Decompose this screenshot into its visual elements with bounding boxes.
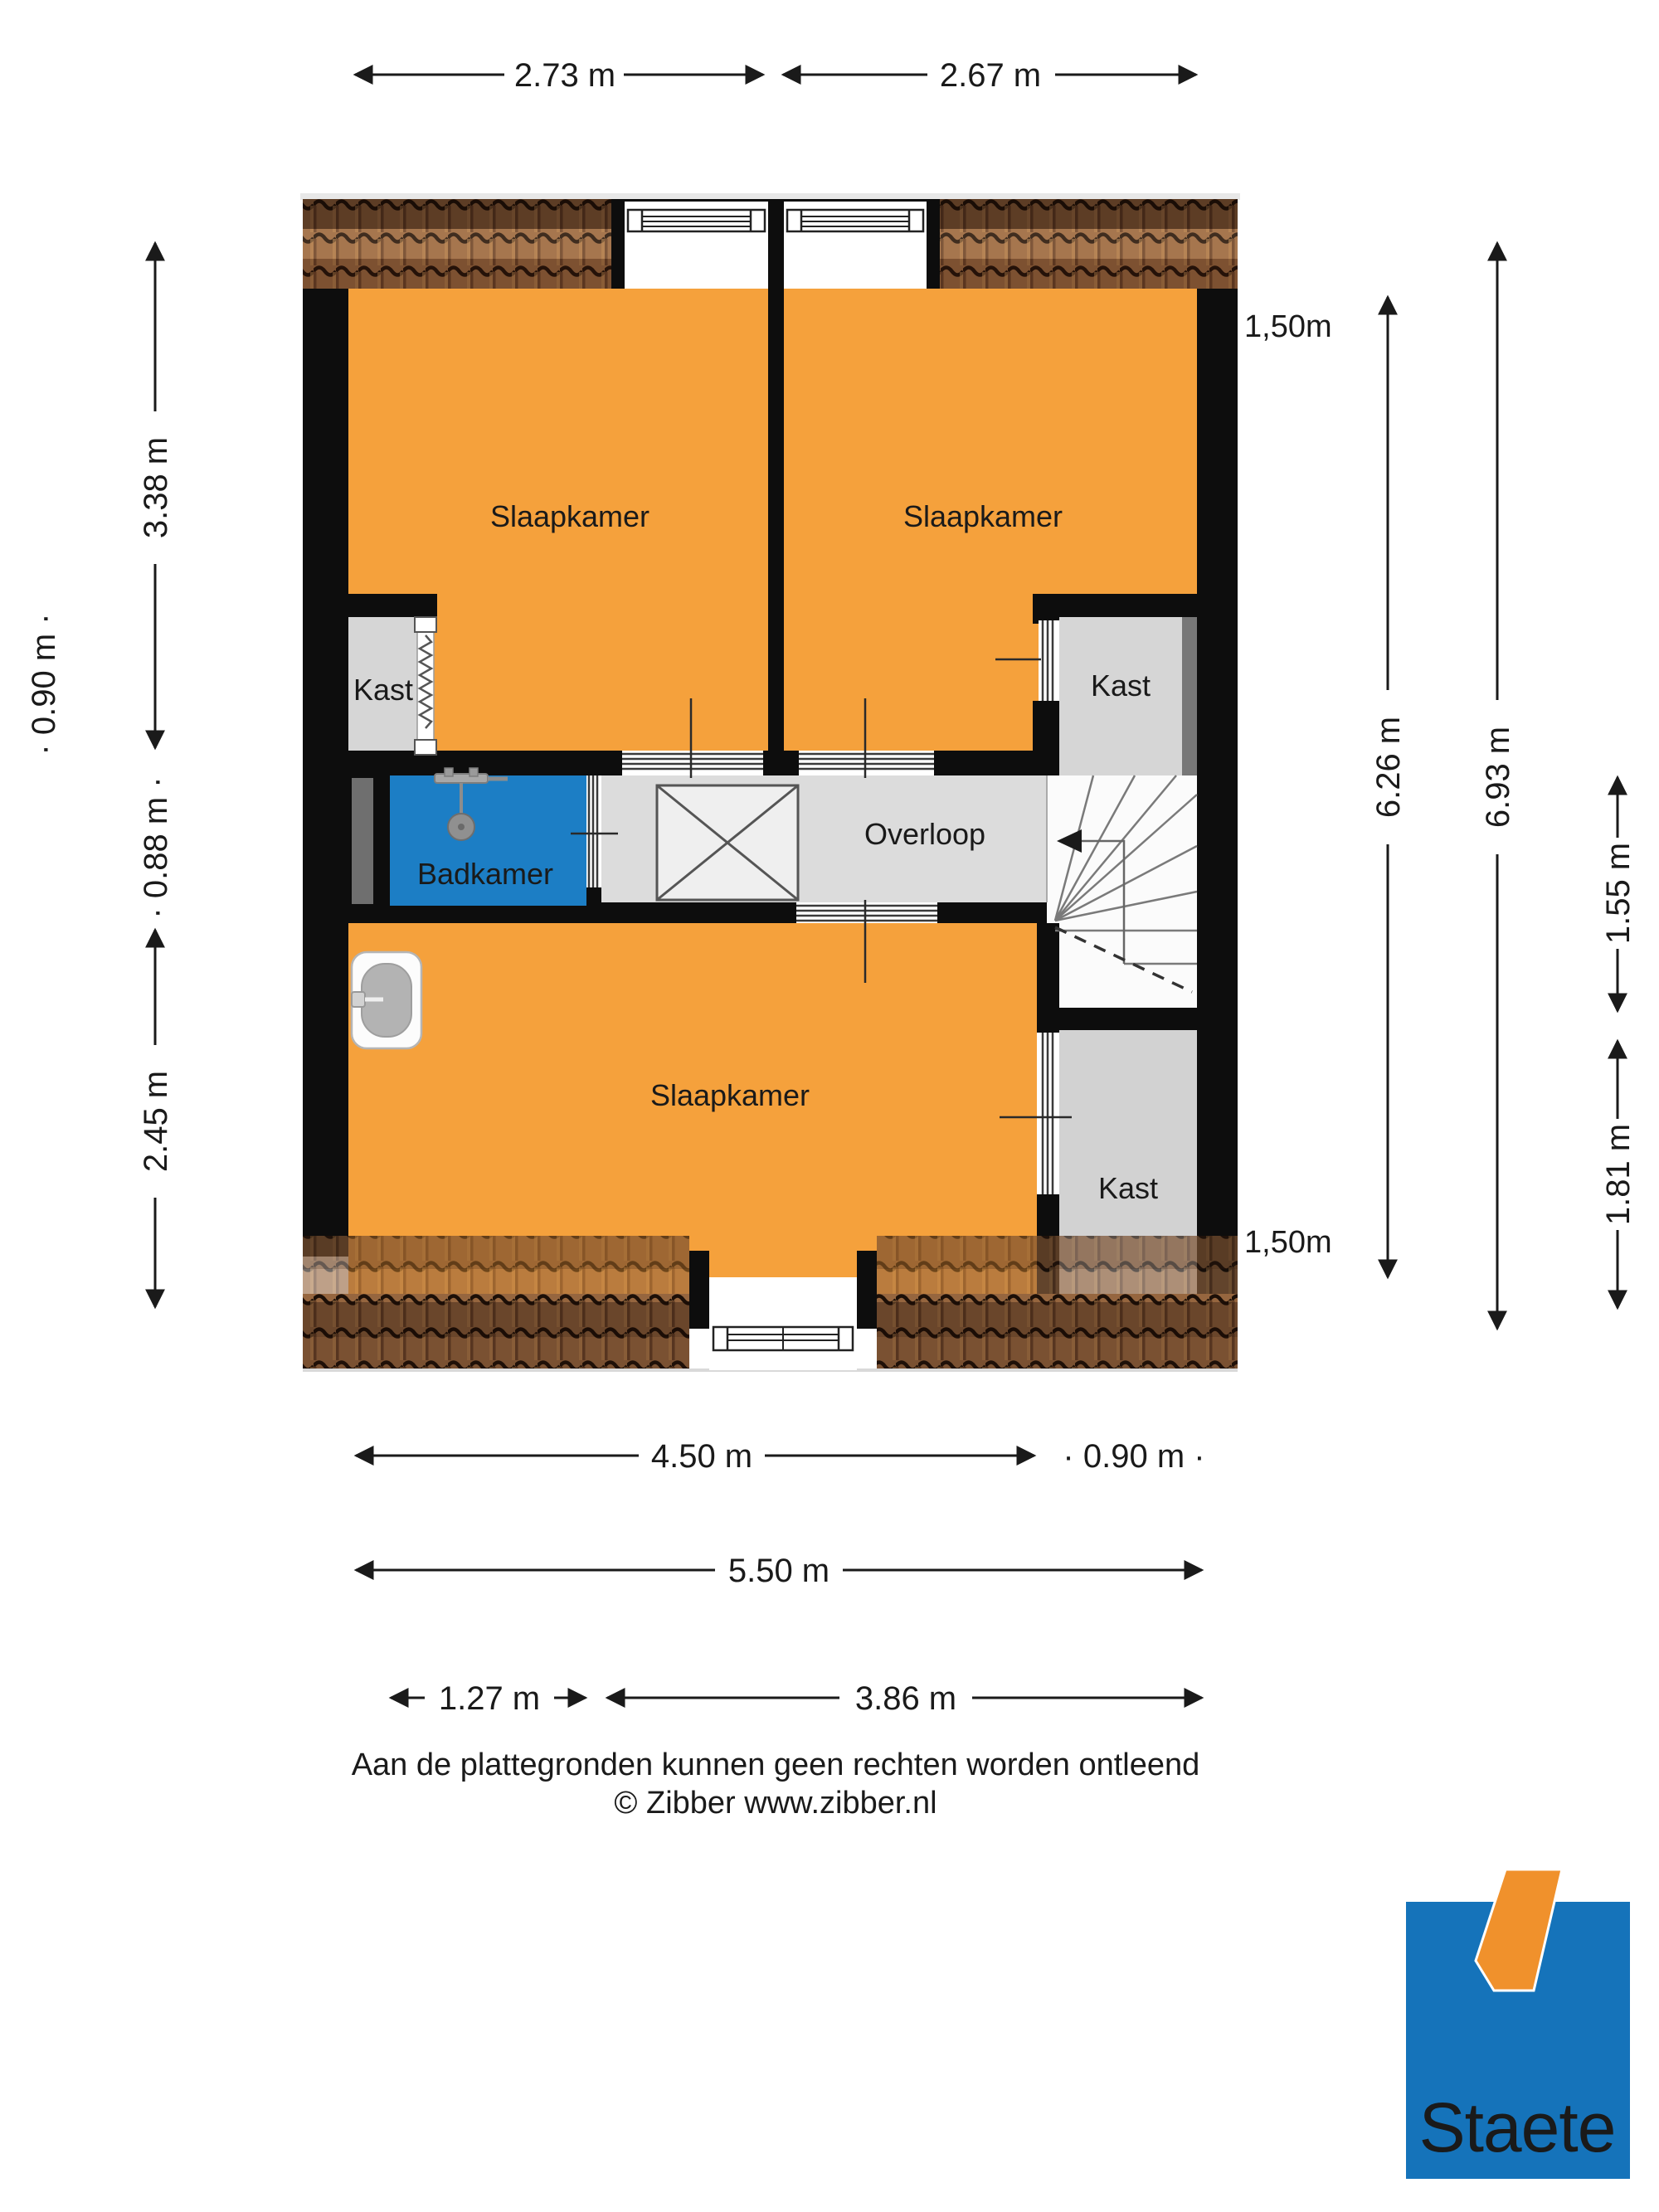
label-closet-left: Kast: [353, 673, 414, 707]
staete-logo: [1406, 1869, 1630, 2179]
svg-text:2.67 m: 2.67 m: [939, 57, 1042, 94]
svg-text:5.50 m: 5.50 m: [727, 1553, 830, 1589]
roof-bottom-right: [877, 1236, 1238, 1370]
copyright-text: © Zibber www.zibber.nl: [614, 1786, 937, 1821]
svg-text:6.93 m: 6.93 m: [1480, 726, 1516, 829]
label-bathroom: Badkamer: [416, 857, 554, 891]
staete-logo-text: Staete: [1418, 2088, 1616, 2166]
dim-right-total-height: [1480, 243, 1516, 1329]
dim-left-upper: [138, 243, 174, 748]
svg-text:1.27 m: 1.27 m: [438, 1680, 541, 1717]
label-closet-bottom: Kast: [1097, 1171, 1159, 1205]
label-bedroom-top-right: Slaapkamer: [902, 499, 1063, 533]
floor-plan: [300, 193, 1240, 1372]
dim-left-lower: [138, 930, 174, 1307]
dim-bottom-total-width: [356, 1553, 1202, 1589]
svg-text:2.45 m: 2.45 m: [138, 1070, 174, 1173]
svg-text:1.81 m: 1.81 m: [1600, 1123, 1637, 1226]
footer: [352, 1748, 1200, 1821]
label-attic-top: 1,50m: [1244, 309, 1332, 344]
dim-right-stairs: [1600, 777, 1637, 1011]
dim-bottom-left-part: [391, 1680, 586, 1717]
knee-wall-left: [352, 778, 373, 904]
dim-top-bedroom-right: [783, 57, 1196, 94]
svg-text:3.38 m: 3.38 m: [138, 436, 174, 539]
dim-right-inner-height: [1370, 297, 1407, 1277]
label-landing: Overloop: [864, 817, 986, 851]
roof-top-right: [940, 199, 1238, 289]
roof-top-left: [303, 199, 611, 289]
svg-text:1.55 m: 1.55 m: [1600, 842, 1637, 945]
svg-text:4.50 m: 4.50 m: [650, 1438, 753, 1475]
svg-text:6.26 m: 6.26 m: [1370, 716, 1407, 819]
roof-bottom-left: [303, 1236, 689, 1370]
dim-bottom-right-part: [607, 1680, 1202, 1717]
dim-left-middle: · 0.88 m ·: [138, 776, 174, 919]
label-attic-bottom: 1,50m: [1244, 1225, 1332, 1260]
disclaimer-text: Aan de plattegronden kunnen geen rechten worden ontleend: [351, 1748, 1200, 1782]
window-top-left: [625, 202, 768, 289]
dim-right-closet: [1600, 1041, 1637, 1308]
plan-shadow-edge: [300, 193, 1240, 200]
svg-text:3.86 m: 3.86 m: [854, 1680, 957, 1717]
door-closet-left-accordion: [415, 617, 436, 755]
label-bedroom-top-left: Slaapkamer: [489, 499, 650, 533]
window-bottom: [709, 1277, 857, 1370]
knee-wall-right: [1182, 617, 1197, 775]
bathtub-icon: [352, 952, 421, 1048]
stairs-floor: [1047, 775, 1197, 1008]
dim-bottom-room-width: [356, 1438, 1034, 1475]
void-box: [657, 785, 798, 900]
dim-top-bedroom-left: [355, 57, 763, 94]
dim-bottom-closet-width: · 0.90 m ·: [1063, 1438, 1205, 1475]
window-top-right: [784, 202, 927, 289]
label-bedroom-bottom: Slaapkamer: [649, 1078, 810, 1112]
svg-text:2.73 m: 2.73 m: [513, 57, 616, 94]
label-closet-right: Kast: [1090, 668, 1151, 702]
dim-left-closet-depth: · 0.90 m ·: [26, 613, 62, 756]
